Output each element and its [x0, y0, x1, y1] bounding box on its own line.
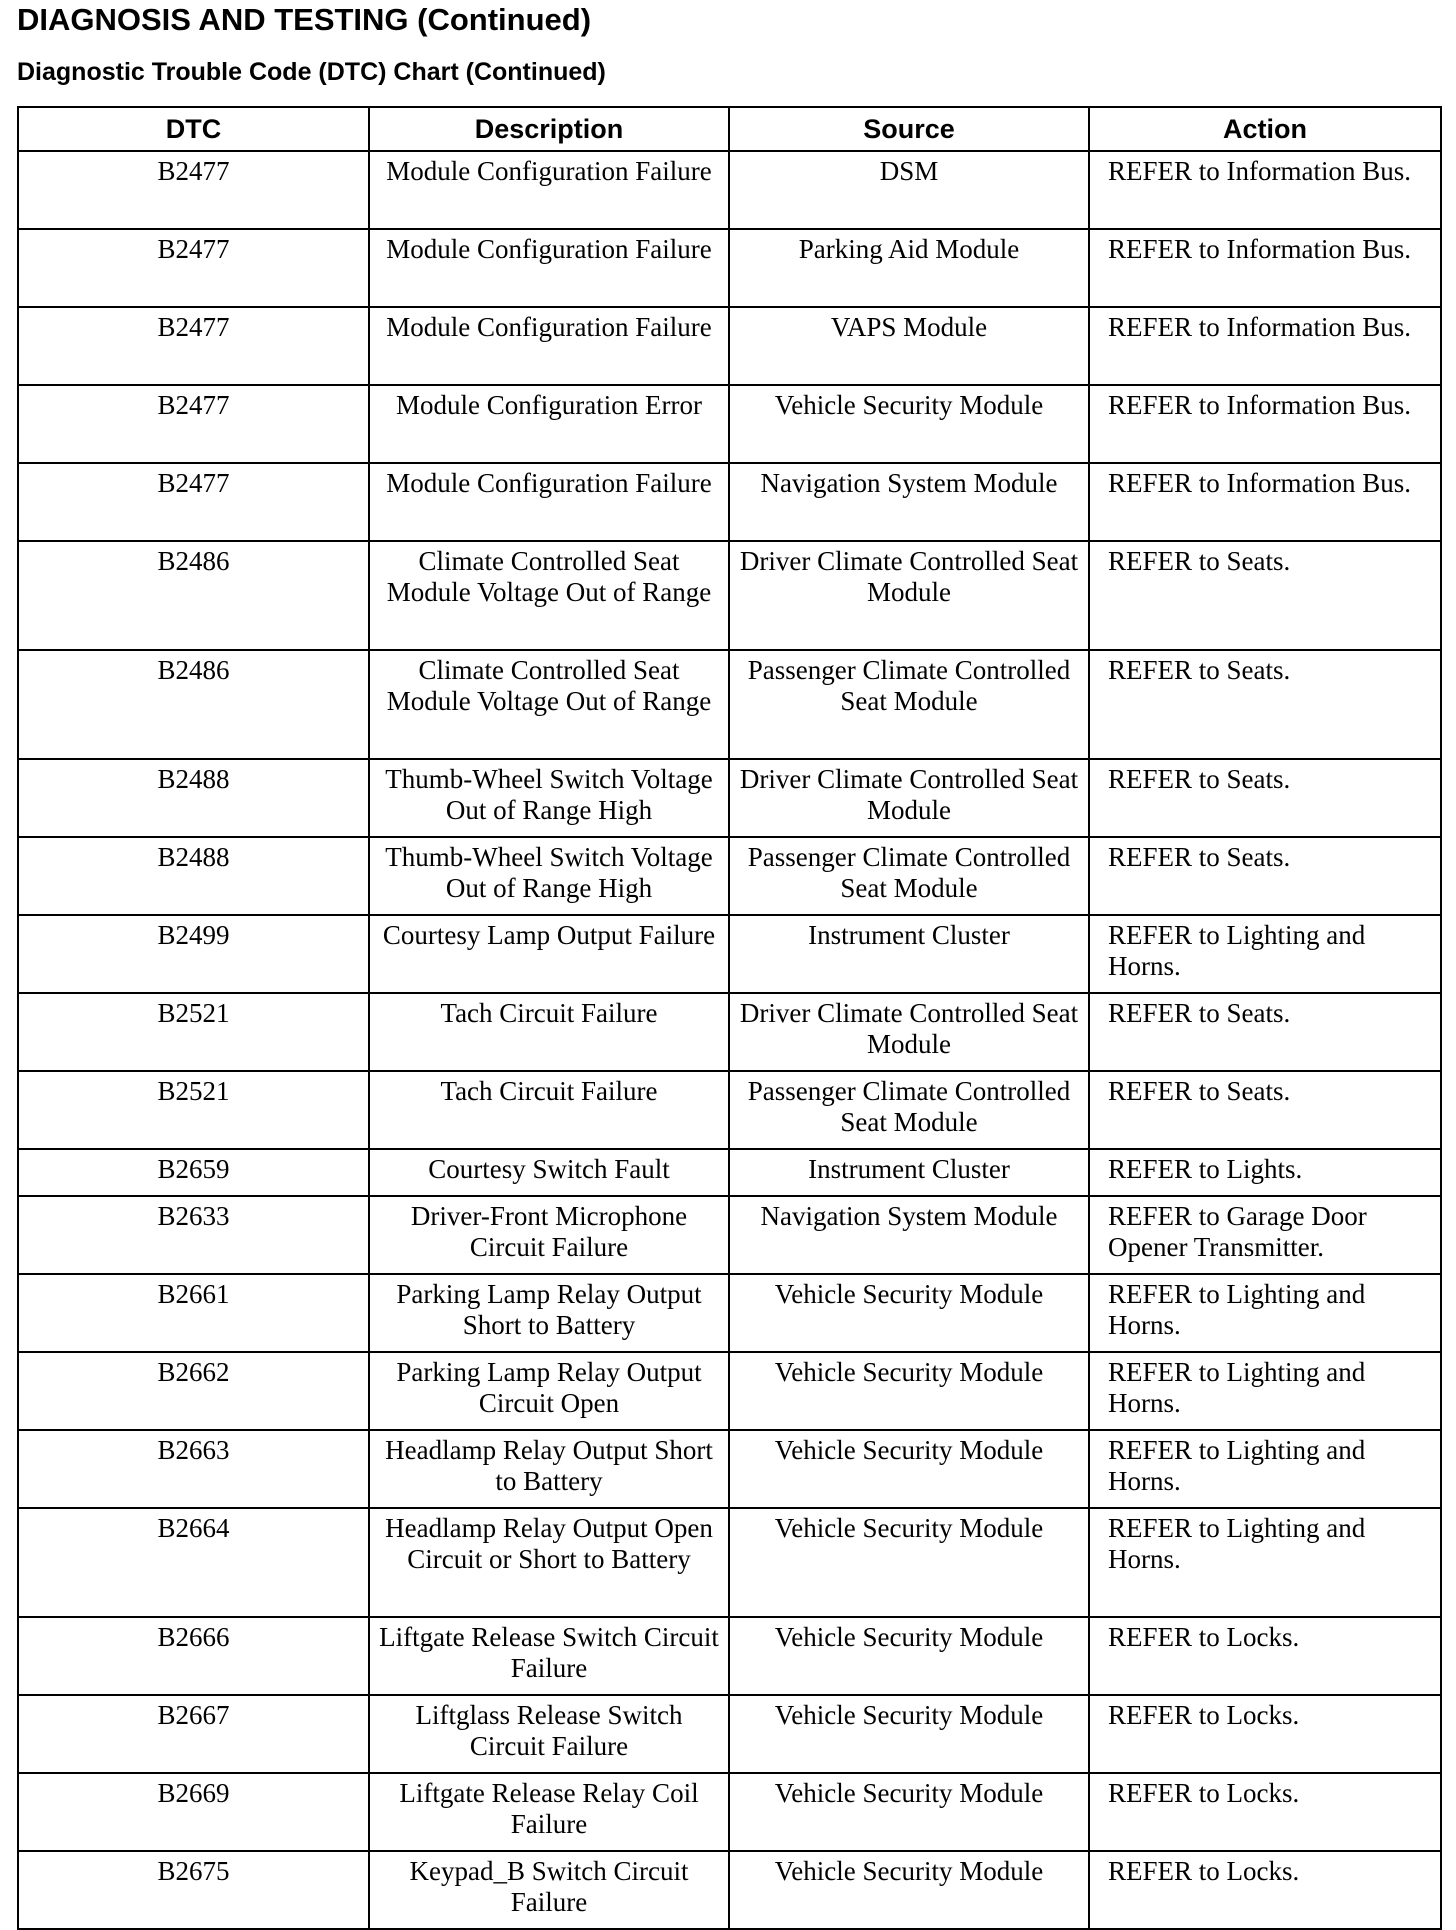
dtc-chart-table [17, 106, 1442, 1930]
dtc-cell: B2477 [18, 385, 369, 463]
description-cell: Parking Lamp Relay Output Short to Battery [369, 1274, 729, 1352]
dtc-cell: B2486 [18, 541, 369, 650]
description-cell: Liftglass Release Switch Circuit Failure [369, 1695, 729, 1773]
action-cell: REFER to Seats. [1089, 759, 1441, 837]
table-row [18, 1851, 1441, 1929]
action-cell: REFER to Information Bus. [1089, 385, 1441, 463]
dtc-cell: B2477 [18, 151, 369, 229]
table-row [18, 463, 1441, 541]
dtc-cell: B2486 [18, 650, 369, 759]
dtc-cell: B2488 [18, 837, 369, 915]
source-cell: Driver Climate Controlled Seat Module [729, 541, 1089, 650]
source-cell: Driver Climate Controlled Seat Module [729, 993, 1089, 1071]
action-cell: REFER to Information Bus. [1089, 151, 1441, 229]
description-cell: Tach Circuit Failure [369, 993, 729, 1071]
description-cell: Thumb-Wheel Switch Voltage Out of Range High [369, 759, 729, 837]
dtc-cell: B2659 [18, 1149, 369, 1196]
description-cell: Headlamp Relay Output Open Circuit or Short to Battery [369, 1508, 729, 1617]
table-row [18, 1274, 1441, 1352]
description-cell: Thumb-Wheel Switch Voltage Out of Range High [369, 837, 729, 915]
column-header-description: Description [369, 107, 729, 151]
dtc-cell: B2666 [18, 1617, 369, 1695]
source-cell: Vehicle Security Module [729, 1773, 1089, 1851]
dtc-cell: B2675 [18, 1851, 369, 1929]
source-cell: Parking Aid Module [729, 229, 1089, 307]
source-cell: Instrument Cluster [729, 915, 1089, 993]
source-cell: Passenger Climate Controlled Seat Module [729, 837, 1089, 915]
source-cell: Vehicle Security Module [729, 1851, 1089, 1929]
action-cell: REFER to Lighting and Horns. [1089, 1430, 1441, 1508]
page-title: DIAGNOSIS AND TESTING (Continued) [17, 2, 592, 37]
action-cell: REFER to Seats. [1089, 650, 1441, 759]
table-row [18, 1430, 1441, 1508]
table-row [18, 1773, 1441, 1851]
description-cell: Climate Controlled Seat Module Voltage Out of Range [369, 650, 729, 759]
description-cell: Module Configuration Failure [369, 229, 729, 307]
description-cell: Liftgate Release Switch Circuit Failure [369, 1617, 729, 1695]
table-row [18, 1196, 1441, 1274]
action-cell: REFER to Lighting and Horns. [1089, 1352, 1441, 1430]
source-cell: Passenger Climate Controlled Seat Module [729, 1071, 1089, 1149]
dtc-cell: B2669 [18, 1773, 369, 1851]
dtc-cell: B2521 [18, 1071, 369, 1149]
description-cell: Tach Circuit Failure [369, 1071, 729, 1149]
action-cell: REFER to Seats. [1089, 993, 1441, 1071]
dtc-cell: B2521 [18, 993, 369, 1071]
table-row [18, 541, 1441, 650]
description-cell: Driver-Front Microphone Circuit Failure [369, 1196, 729, 1274]
action-cell: REFER to Locks. [1089, 1617, 1441, 1695]
source-cell: Vehicle Security Module [729, 1274, 1089, 1352]
description-cell: Module Configuration Failure [369, 307, 729, 385]
dtc-cell: B2663 [18, 1430, 369, 1508]
dtc-cell: B2488 [18, 759, 369, 837]
table-row [18, 1149, 1441, 1196]
table-row [18, 1617, 1441, 1695]
source-cell: Vehicle Security Module [729, 385, 1089, 463]
source-cell: Vehicle Security Module [729, 1617, 1089, 1695]
source-cell: Vehicle Security Module [729, 1695, 1089, 1773]
table-row [18, 993, 1441, 1071]
action-cell: REFER to Locks. [1089, 1851, 1441, 1929]
table-row [18, 1071, 1441, 1149]
description-cell: Headlamp Relay Output Short to Battery [369, 1430, 729, 1508]
description-cell: Module Configuration Failure [369, 463, 729, 541]
action-cell: REFER to Information Bus. [1089, 229, 1441, 307]
source-cell: Instrument Cluster [729, 1149, 1089, 1196]
source-cell: Vehicle Security Module [729, 1352, 1089, 1430]
description-cell: Courtesy Lamp Output Failure [369, 915, 729, 993]
table-row [18, 1508, 1441, 1617]
table-row [18, 151, 1441, 229]
source-cell: Vehicle Security Module [729, 1430, 1089, 1508]
table-row [18, 650, 1441, 759]
action-cell: REFER to Seats. [1089, 541, 1441, 650]
action-cell: REFER to Locks. [1089, 1695, 1441, 1773]
table-row [18, 385, 1441, 463]
dtc-cell: B2661 [18, 1274, 369, 1352]
description-cell: Climate Controlled Seat Module Voltage Out of Range [369, 541, 729, 650]
section-title: Diagnostic Trouble Code (DTC) Chart (Continued) [17, 58, 606, 86]
description-cell: Module Configuration Failure [369, 151, 729, 229]
dtc-cell: B2477 [18, 307, 369, 385]
action-cell: REFER to Lighting and Horns. [1089, 1274, 1441, 1352]
action-cell: REFER to Seats. [1089, 837, 1441, 915]
description-cell: Keypad_B Switch Circuit Failure [369, 1851, 729, 1929]
description-cell: Module Configuration Error [369, 385, 729, 463]
action-cell: REFER to Information Bus. [1089, 307, 1441, 385]
source-cell: Passenger Climate Controlled Seat Module [729, 650, 1089, 759]
action-cell: REFER to Locks. [1089, 1773, 1441, 1851]
source-cell: Driver Climate Controlled Seat Module [729, 759, 1089, 837]
action-cell: REFER to Information Bus. [1089, 463, 1441, 541]
dtc-cell: B2477 [18, 463, 369, 541]
source-cell: Vehicle Security Module [729, 1508, 1089, 1617]
table-row [18, 759, 1441, 837]
description-cell: Liftgate Release Relay Coil Failure [369, 1773, 729, 1851]
dtc-cell: B2667 [18, 1695, 369, 1773]
table-row [18, 307, 1441, 385]
action-cell: REFER to Seats. [1089, 1071, 1441, 1149]
source-cell: VAPS Module [729, 307, 1089, 385]
description-cell: Parking Lamp Relay Output Circuit Open [369, 1352, 729, 1430]
dtc-cell: B2662 [18, 1352, 369, 1430]
action-cell: REFER to Lighting and Horns. [1089, 915, 1441, 993]
table-row [18, 229, 1441, 307]
table-header-row [18, 107, 1441, 151]
source-cell: Navigation System Module [729, 1196, 1089, 1274]
table-row [18, 837, 1441, 915]
table-row [18, 915, 1441, 993]
description-cell: Courtesy Switch Fault [369, 1149, 729, 1196]
column-header-action: Action [1089, 107, 1441, 151]
table-row [18, 1695, 1441, 1773]
column-header-source: Source [729, 107, 1089, 151]
dtc-cell: B2664 [18, 1508, 369, 1617]
dtc-cell: B2499 [18, 915, 369, 993]
dtc-cell: B2633 [18, 1196, 369, 1274]
source-cell: DSM [729, 151, 1089, 229]
action-cell: REFER to Garage Door Opener Transmitter. [1089, 1196, 1441, 1274]
action-cell: REFER to Lighting and Horns. [1089, 1508, 1441, 1617]
table-row [18, 1352, 1441, 1430]
column-header-dtc: DTC [18, 107, 369, 151]
action-cell: REFER to Lights. [1089, 1149, 1441, 1196]
source-cell: Navigation System Module [729, 463, 1089, 541]
dtc-cell: B2477 [18, 229, 369, 307]
